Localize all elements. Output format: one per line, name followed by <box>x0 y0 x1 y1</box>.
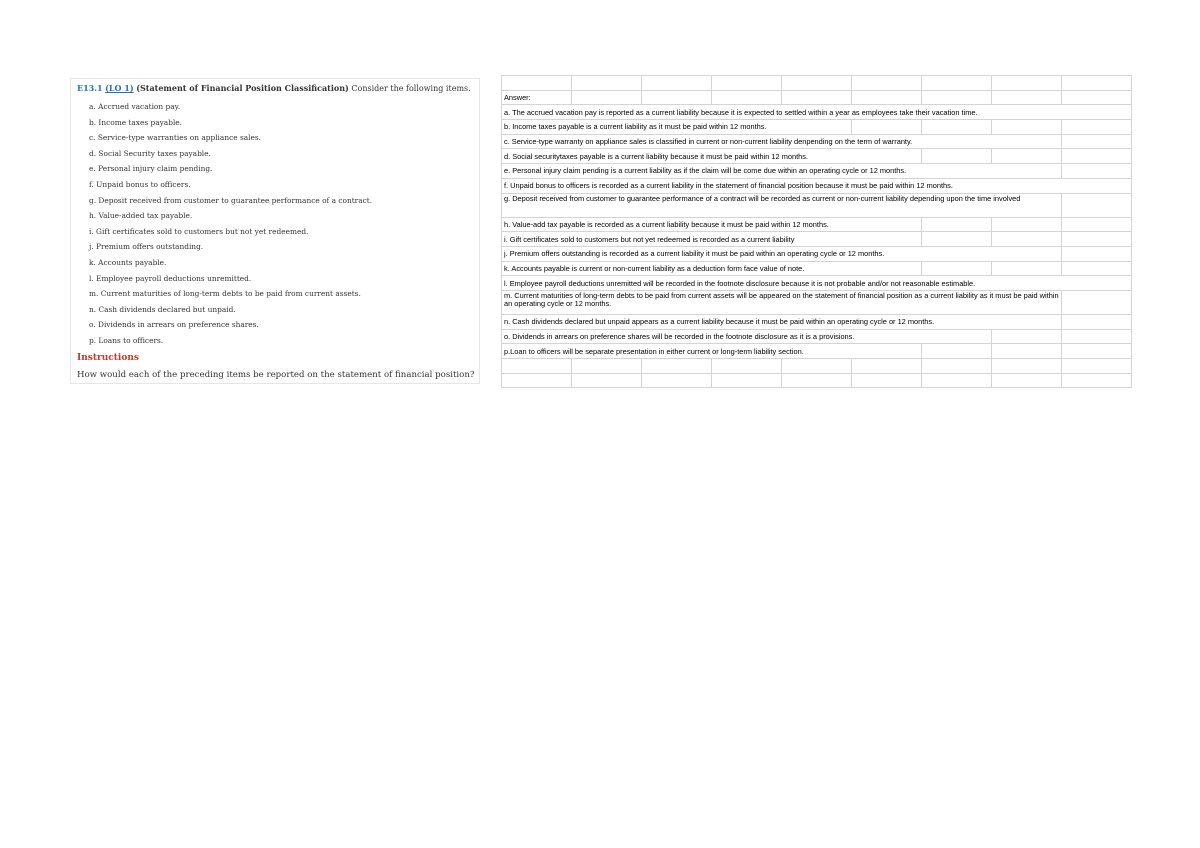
sheet-cell[interactable] <box>642 359 712 374</box>
answer-cell[interactable]: p.Loan to officers will be separate presentation in either current or long-term liability section. <box>502 344 922 359</box>
sheet-cell[interactable] <box>922 261 992 276</box>
sheet-cell[interactable] <box>1062 90 1132 105</box>
sheet-row <box>502 246 1132 261</box>
sheet-row <box>502 164 1132 179</box>
sheet-cell[interactable] <box>1062 344 1132 359</box>
sheet-cell[interactable] <box>572 373 642 388</box>
answer-cell[interactable]: c. Service-type warranty on appliance sales is classified in current or non-current liability denpending on the term of warranty. <box>502 134 1062 149</box>
instructions-heading: Instructions <box>77 352 139 363</box>
exercise-item: m. Current maturities of long-term debts to be paid from current assets. <box>89 289 361 299</box>
sheet-row <box>502 76 1132 91</box>
answer-cell[interactable]: f. Unpaid bonus to officers is recorded as a current liability in the statement of financial position because it must be paid within 12 months. <box>502 178 1132 193</box>
sheet-cell[interactable] <box>782 359 852 374</box>
sheet-cell[interactable] <box>712 76 782 91</box>
sheet-cell[interactable] <box>1062 232 1132 247</box>
sheet-cell[interactable] <box>572 359 642 374</box>
exercise-item: o. Dividends in arrears on preference shares. <box>89 320 259 330</box>
sheet-cell[interactable] <box>782 90 852 105</box>
exercise-item: f. Unpaid bonus to officers. <box>89 179 191 189</box>
answer-cell[interactable]: a. The accrued vacation pay is reported as a current liability because it is expected to settled within a year as employees take their vacation time. <box>502 105 1132 120</box>
exercise-item: n. Cash dividends declared but unpaid. <box>89 304 236 314</box>
sheet-cell[interactable] <box>712 373 782 388</box>
answer-header-cell[interactable]: Answer: <box>502 90 572 105</box>
sheet-cell[interactable] <box>992 232 1062 247</box>
exercise-item: j. Premium offers outstanding. <box>89 242 204 252</box>
answer-cell[interactable]: o. Dividends in arrears on preference shares will be recorded in the footnote disclosure as it is a provisions. <box>502 329 992 344</box>
sheet-row <box>502 373 1132 388</box>
sheet-cell[interactable] <box>1062 217 1132 232</box>
sheet-cell[interactable] <box>992 329 1062 344</box>
exercise-item: a. Accrued vacation pay. <box>89 102 181 111</box>
sheet-cell[interactable] <box>1062 149 1132 164</box>
sheet-row <box>502 344 1132 359</box>
sheet-row <box>502 359 1132 374</box>
exercise-item: p. Loans to officers. <box>89 335 164 345</box>
sheet-cell[interactable] <box>1062 134 1132 149</box>
sheet-cell[interactable] <box>992 261 1062 276</box>
sheet-cell[interactable] <box>922 90 992 105</box>
sheet-cell[interactable] <box>1062 290 1132 314</box>
sheet-row <box>502 314 1132 329</box>
sheet-cell[interactable] <box>1062 164 1132 179</box>
exercise-item: l. Employee payroll deductions unremitted. <box>89 273 252 283</box>
sheet-row <box>502 290 1132 314</box>
sheet-row <box>502 232 1132 247</box>
answer-cell[interactable]: d. Social securitytaxes payable is a current liability because it must be paid within 12 months. <box>502 149 922 164</box>
learning-objective-link[interactable]: (LO 1) <box>105 83 134 93</box>
answer-cell[interactable]: j. Premium offers outstanding is recorded as a current liability it must be paid within an operating cycle or 12 months. <box>502 246 1062 261</box>
sheet-row <box>502 276 1132 291</box>
sheet-cell[interactable] <box>782 76 852 91</box>
sheet-cell[interactable] <box>852 359 922 374</box>
sheet-row <box>502 120 1132 135</box>
sheet-cell[interactable] <box>922 344 992 359</box>
sheet-cell[interactable] <box>1062 120 1132 135</box>
sheet-cell[interactable] <box>992 90 1062 105</box>
sheet-cell[interactable] <box>502 359 572 374</box>
exercise-heading <box>77 83 473 93</box>
sheet-cell[interactable] <box>782 373 852 388</box>
sheet-cell[interactable] <box>992 359 1062 374</box>
sheet-cell[interactable] <box>922 76 992 91</box>
answer-spreadsheet <box>501 75 1132 388</box>
sheet-cell[interactable] <box>922 232 992 247</box>
exercise-item-list <box>77 99 473 349</box>
sheet-cell[interactable] <box>1062 261 1132 276</box>
exercise-item: b. Income taxes payable. <box>89 117 183 127</box>
sheet-cell[interactable] <box>1062 329 1132 344</box>
answer-cell[interactable]: l. Employee payroll deductions unremitted will be recorded in the footnote disclosure because it is not probable and/or not reasonable estimable. <box>502 276 1132 291</box>
exercise-item: i. Gift certificates sold to customers but not yet redeemed. <box>89 226 309 236</box>
sheet-cell[interactable] <box>992 344 1062 359</box>
exercise-item: d. Social Security taxes payable. <box>89 148 211 158</box>
sheet-cell[interactable] <box>922 359 992 374</box>
sheet-cell[interactable] <box>1062 193 1132 217</box>
sheet-row <box>502 217 1132 232</box>
exercise-item: k. Accounts payable. <box>89 257 167 267</box>
sheet-cell[interactable] <box>992 76 1062 91</box>
exercise-title: (Statement of Financial Position Classification) <box>136 83 349 93</box>
answer-cell[interactable]: i. Gift certificates sold to customers but not yet redeemed is recorded as a current liability <box>502 232 922 247</box>
sheet-cell[interactable] <box>572 76 642 91</box>
sheet-cell[interactable] <box>642 90 712 105</box>
sheet-cell[interactable] <box>502 76 572 91</box>
sheet-row <box>502 178 1132 193</box>
sheet-cell[interactable] <box>1062 373 1132 388</box>
sheet-cell[interactable] <box>1062 359 1132 374</box>
sheet-cell[interactable] <box>852 90 922 105</box>
answer-cell[interactable]: k. Accounts payable is current or non-current liability as a deduction form face value of note. <box>502 261 922 276</box>
sheet-cell[interactable] <box>572 90 642 105</box>
sheet-row <box>502 90 1132 105</box>
answer-cell[interactable]: h. Value-add tax payable is recorded as a current liability because it must be paid within 12 months. <box>502 217 922 232</box>
sheet-cell[interactable] <box>922 120 992 135</box>
exercise-item: h. Value-added tax payable. <box>89 211 193 221</box>
exercise-code: E13.1 <box>77 83 103 93</box>
instructions-text: How would each of the preceding items be reported on the statement of financial position? <box>77 369 475 380</box>
answer-cell[interactable]: b. Income taxes payable is a current liability as it must be paid within 12 months. <box>502 120 852 135</box>
sheet-cell[interactable] <box>992 217 1062 232</box>
sheet-row <box>502 134 1132 149</box>
sheet-cell[interactable] <box>852 373 922 388</box>
sheet-row <box>502 105 1132 120</box>
sheet-cell[interactable] <box>922 149 992 164</box>
sheet-row <box>502 261 1132 276</box>
sheet-cell[interactable] <box>712 90 782 105</box>
sheet-row <box>502 193 1132 217</box>
answer-cell[interactable]: m. Current maturities of long-term debts to be paid from current assets will be appeared on the statement of financial position as a current liability as it must be paid within an operating cycle or 12 months. <box>502 290 1062 314</box>
exercise-item: c. Service-type warranties on appliance sales. <box>89 133 262 143</box>
sheet-cell[interactable] <box>852 120 922 135</box>
answer-cell[interactable]: n. Cash dividends declared but unpaid appears as a current liability because it must be paid within an operating cycle or 12 months. <box>502 314 1062 329</box>
exercise-panel <box>70 78 480 384</box>
sheet-cell[interactable] <box>642 373 712 388</box>
sheet-cell[interactable] <box>992 373 1062 388</box>
sheet-cell[interactable] <box>1062 76 1132 91</box>
sheet-cell[interactable] <box>922 373 992 388</box>
sheet-row <box>502 329 1132 344</box>
sheet-cell[interactable] <box>642 76 712 91</box>
exercise-item: g. Deposit received from customer to guarantee performance of a contract. <box>89 195 373 205</box>
sheet-cell[interactable] <box>1062 314 1132 329</box>
sheet-cell[interactable] <box>992 149 1062 164</box>
sheet-cell[interactable] <box>712 359 782 374</box>
sheet-cell[interactable] <box>1062 246 1132 261</box>
sheet-row <box>502 149 1132 164</box>
sheet-cell[interactable] <box>502 373 572 388</box>
exercise-item: e. Personal injury claim pending. <box>89 164 213 174</box>
sheet-cell[interactable] <box>922 217 992 232</box>
exercise-intro: Consider the following items. <box>351 84 471 93</box>
sheet-cell[interactable] <box>992 120 1062 135</box>
answer-cell[interactable]: g. Deposit received from customer to guarantee performance of a contract will be recorded as current or non-current liability depending upon the time involved <box>502 193 1062 217</box>
answer-cell[interactable]: e. Personal injury claim pending is a current liability as if the claim will be come due within an operating cycle or 12 months. <box>502 164 1062 179</box>
sheet-cell[interactable] <box>852 76 922 91</box>
